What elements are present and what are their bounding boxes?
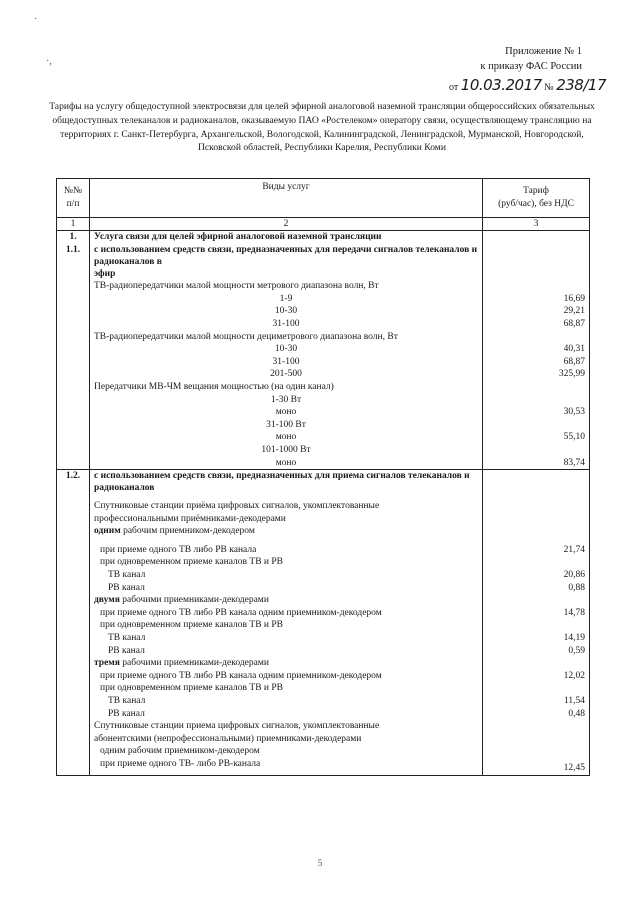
table-row: 201-500 325,99	[57, 368, 590, 381]
order-number: 238/17	[556, 76, 606, 94]
table-row: при одновременном приеме каналов ТВ и РВ	[57, 682, 590, 695]
table-row: РВ канал 0,59	[57, 645, 590, 658]
header-number: №№ п/п	[57, 179, 90, 218]
table-row: тремя рабочими приемниками-декодерами	[57, 657, 590, 670]
table-row: ТВ канал 14,19	[57, 632, 590, 645]
table-row: ТВ канал 11,54	[57, 695, 590, 708]
table-row: 31-100 68,87	[57, 318, 590, 331]
table-row: 101-1000 Вт	[57, 444, 590, 457]
table-row: 1-9 16,69	[57, 293, 590, 306]
header-tariff: Тариф (руб/час), без НДС	[483, 179, 590, 218]
table-row: 1.1. с использованием средств связи, предназначенных для передачи сигналов телеканалов и радиоканалов в	[57, 244, 590, 268]
table-row: 1.2. с использованием средств связи, предназначенных для приема сигналов телеканалов и радиоканалов	[57, 470, 590, 495]
table-row: абонентскими (непрофессиональными) приемниками-декодерами	[57, 733, 590, 746]
table-row: РВ канал 0,88	[57, 582, 590, 595]
document-title: Тарифы на услугу общедоступной электросвязи для целей эфирной аналоговой наземной трансляции общероссийских обязательных общедоступных телеканалов и радиоканалов, оказываемую ПАО «Ростелеком» оператору связи, осуществляющему трансляцию на территориях г. Санкт-Петербурга, Архангельской, Вологодской, Калининградской, Ленинградской, Мурманской, Новгородской, Псковской областей, Республики Карелия, Республики Коми	[49, 101, 595, 154]
table-row: 31-100 Вт	[57, 419, 590, 432]
tariff-table	[56, 178, 590, 776]
table-row: 10-30 40,31	[57, 343, 590, 356]
table-row: при приеме одного ТВ либо РВ канала одним приемником-декодером 12,02	[57, 670, 590, 683]
table-row: 31-100 68,87	[57, 356, 590, 369]
table-row: Передатчики МВ-ЧМ вещания мощностью (на один канал)	[57, 381, 590, 394]
table-row: моно 30,53	[57, 406, 590, 419]
table-row: РВ канал 0,48	[57, 708, 590, 721]
table-row: при одновременном приеме каналов ТВ и РВ	[57, 556, 590, 569]
header-service: Виды услуг	[90, 179, 483, 218]
table-row: ТВ-радиопередатчики малой мощности метрового диапазона волн, Вт	[57, 280, 590, 293]
scan-mark: ·,	[46, 56, 52, 67]
appendix-title: Приложение № 1	[505, 46, 582, 57]
table-row: Спутниковые станции приёма цифровых сигналов, укомплектованные	[57, 494, 590, 513]
number-word: №	[544, 82, 554, 93]
table-row: моно 83,74	[57, 457, 590, 470]
table-row: Спутниковые станции приема цифровых сигналов, укомплектованные	[57, 720, 590, 733]
table-row: при приеме одного ТВ либо РВ канала одним приемником-декодером 14,78	[57, 607, 590, 620]
table-row: при приеме одного ТВ либо РВ канала 21,74	[57, 538, 590, 557]
table-row: одним рабочим приемником-декодером	[57, 525, 590, 538]
table-header-row	[57, 179, 590, 218]
table-row: одним рабочим приемником-декодером	[57, 745, 590, 758]
table-row: 10-30 29,21	[57, 305, 590, 318]
table-row: моно 55,10	[57, 431, 590, 444]
column-numbers-row: 1 2 3	[57, 218, 590, 231]
table-row: профессиональными приёмниками-декодерами	[57, 513, 590, 526]
order-date: 10.03.2017	[460, 76, 542, 94]
order-date-line	[449, 76, 606, 94]
table-row: эфир	[57, 268, 590, 281]
appendix-order: к приказу ФАС России	[480, 61, 582, 72]
table-row: двумя рабочими приемниками-декодерами	[57, 594, 590, 607]
table-row: ТВ-радиопередатчики малой мощности дециметрового диапазона волн, Вт	[57, 331, 590, 344]
table-row: 1. Услуга связи для целей эфирной аналоговой наземной трансляции	[57, 231, 590, 244]
table-row: 1-30 Вт	[57, 394, 590, 407]
from-word: от	[449, 82, 459, 93]
scan-mark: ·	[34, 14, 38, 25]
appendix-block	[480, 44, 582, 74]
page-number: 5	[317, 858, 323, 868]
table-row: при одновременном приеме каналов ТВ и РВ	[57, 619, 590, 632]
table-row: ТВ канал 20,86	[57, 569, 590, 582]
table-row: при приеме одного ТВ- либо РВ-канала 12,45	[57, 758, 590, 775]
